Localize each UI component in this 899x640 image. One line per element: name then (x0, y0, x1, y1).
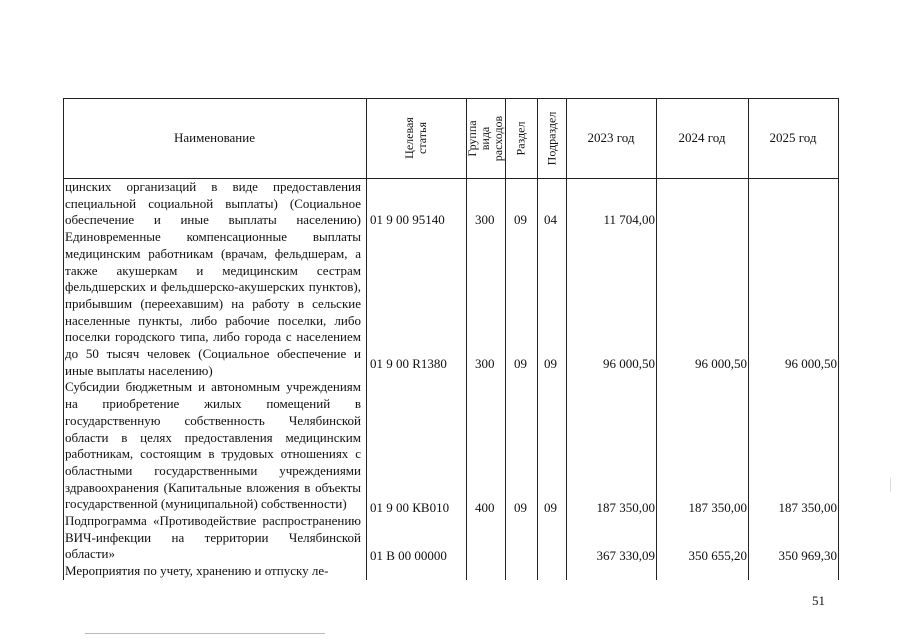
cell-target: 01 9 00 95140 (370, 212, 445, 227)
table-row-name: Субсидии бюджетным и автономным учреждениям на приобретение жилых помещений в государственную собственность Челябинской области в целях предоставления медицинским работникам, состоящим в трудовых отношениях с областными государственными учреждениями здравоохранения (Капитальные вложения в объекты государственной (муниципальной) собственности) (65, 379, 361, 512)
cell-2024: 96 000,50 (695, 356, 747, 371)
header-2025: 2025 год (769, 130, 817, 145)
cell-group: 300 (475, 356, 495, 371)
cell-group: 400 (475, 500, 495, 515)
cell-group: 300 (475, 212, 495, 227)
header-name: Наименование (174, 130, 255, 145)
cell-2023: 187 350,00 (596, 500, 655, 515)
cell-subsection: 04 (544, 212, 557, 227)
table-row-name: цинских организаций в виде предоставления специальной социальной выплаты) (Социальное обеспечение и иные выплаты населению) (65, 179, 361, 228)
cell-2023: 96 000,50 (603, 356, 655, 371)
name-column (65, 179, 361, 580)
cell-subsection: 09 (544, 500, 557, 515)
cell-2025: 96 000,50 (785, 356, 837, 371)
header-2024: 2024 год (678, 130, 726, 145)
cell-2025: 187 350,00 (778, 500, 837, 515)
budget-table (63, 98, 839, 580)
cell-2023: 11 704,00 (603, 212, 655, 227)
header-subsection: Подраздел (544, 111, 559, 165)
cell-2023: 367 330,09 (596, 548, 655, 563)
table-row-name: Единовременные компенсационные выплаты медицинским работникам (врачам, фельдшерам, а также акушеркам и медицинским сестрам фельдшерских и фельдшерско-акушерских пунктов), прибывшим (переехавшим) на работу в сельские населенные пункты, либо рабочие поселки, либо поселки городского типа, либо города с населением до 50 тысяч человек (Социальное обеспечение и иные выплаты населению) (65, 229, 361, 378)
header-target: Целевая статья (402, 117, 429, 159)
cell-2024: 187 350,00 (688, 500, 747, 515)
footer-divider (85, 633, 325, 634)
cell-target: 01 9 00 R1380 (370, 356, 447, 371)
cell-section: 09 (514, 212, 527, 227)
cell-2024: 350 655,20 (688, 548, 747, 563)
cell-2025: 350 969,30 (778, 548, 837, 563)
table-row-name: Подпрограмма «Противодействие распространению ВИЧ-инфекции на территории Челябинской области» (65, 513, 361, 562)
table-row-name: Мероприятия по учету, хранению и отпуску ле- (65, 563, 329, 579)
cell-target: 01 9 00 КВ010 (370, 500, 450, 515)
cell-subsection: 09 (544, 356, 557, 371)
header-section: Раздел (513, 121, 528, 155)
page-number: 51 (812, 593, 825, 608)
header-group: Группа вида расходов (465, 115, 505, 161)
header-2023: 2023 год (587, 130, 635, 145)
cell-target: 01 В 00 00000 (370, 548, 447, 563)
scan-artifact (890, 478, 891, 492)
cell-section: 09 (514, 500, 527, 515)
col-border (838, 98, 839, 580)
cell-section: 09 (514, 356, 527, 371)
